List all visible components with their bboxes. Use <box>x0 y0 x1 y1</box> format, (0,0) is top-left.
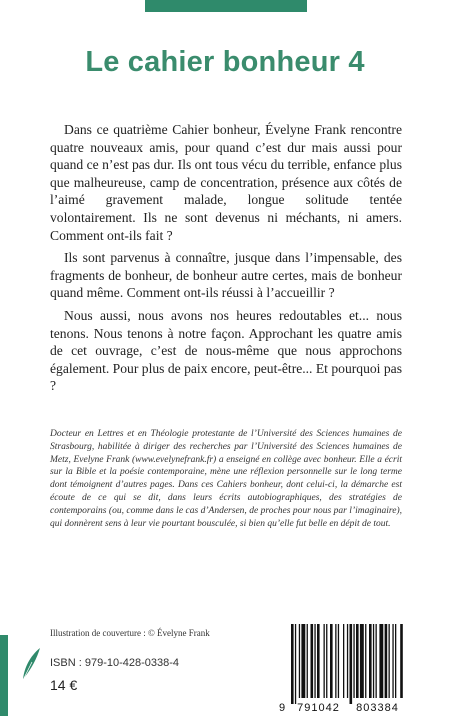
barcode-bar <box>335 624 336 698</box>
barcode-digits <box>279 702 407 714</box>
barcode-bar <box>326 624 327 698</box>
barcode-bar <box>301 624 305 698</box>
barcode-bar <box>307 624 308 698</box>
barcode-bar <box>389 624 390 698</box>
barcode-digit-group-1: 791042 <box>297 702 340 714</box>
barcode-bar <box>360 624 364 698</box>
barcode-bar <box>330 624 333 698</box>
top-accent-bar <box>145 0 307 12</box>
author-bio: Docteur en Lettres et en Théologie protestante de l’Université des Sciences humaines de Strasbourg, habilitée à diriger des recherches par l’Université des Sciences humaines de Metz, Evelyne Frank (www.evelynefrank.fr) a enseigné en collège avec bonheur. Elle a écrit sur la Bible et la poésie contemporaine, mène une réflexion personnelle sur le long terme dont témoignent d’autres pages. Dans ces Cahiers bonheur, dont celui-ci, la démarche est écoute de ce qui se dit, dans leurs écrits autobiographiques, des stratégies de contemporains (ou, comme dans le cas d’Andersen, de proches pour nous par l’imaginaire), qui donnèrent sens à leur vie pourtant bousculée, si bien qu’elle fut belle en dépit de tout. <box>50 429 402 529</box>
barcode-bar <box>369 624 372 698</box>
barcode-bar <box>324 624 325 698</box>
feather-leaf-icon <box>20 646 42 682</box>
barcode-bar <box>291 624 294 704</box>
cover-illustration-credit: Illustration de couverture : © Évelyne Frank <box>50 628 210 638</box>
barcode-bar <box>392 624 393 698</box>
barcode-bar <box>317 624 320 698</box>
book-title: Le cahier bonheur 4 <box>85 46 365 78</box>
back-cover-blurb <box>50 121 402 400</box>
barcode-bar <box>356 624 359 698</box>
barcode-bar <box>400 624 403 698</box>
blurb-paragraph-1: Dans ce quatrième Cahier bonheur, Évelyne Frank rencontre quatre nouveaux amis, pour quand c’est dur mais aussi pour quand ce n’est pas dur. Ils ont tous vécu du terrible, enfance plus que malheureuse, camp de concentration, présence aux côtés de l’aimé gravement malade, longue solitude tentée volontairement. Ils ne sont devenus ni méchants, ni amers. Comment ont-ils fait ? <box>50 122 402 243</box>
barcode-bar <box>338 624 339 698</box>
barcode-bar <box>314 624 315 698</box>
isbn-label: ISBN : 979-10-428-0338-4 <box>50 657 180 669</box>
barcode-digit-first: 9 <box>279 702 286 714</box>
barcode-bar <box>295 624 296 704</box>
barcode-bar <box>353 624 354 698</box>
barcode-bar <box>395 624 396 698</box>
barcode-bar <box>350 624 353 704</box>
barcode-bar <box>376 624 377 698</box>
barcode-bar <box>343 624 344 698</box>
blurb-paragraph-3: Nous aussi, nous avons nos heures redoutables et... nous tenons. Nous tenons à notre façon. Approchant les quatre amis de cet ouvrage, c’est de nous-même que nous approchons également. Pour plus de paix encore, peut-être... Et pourquoi pas ? <box>50 307 402 394</box>
barcode-bar <box>347 624 348 698</box>
barcode-digit-group-2: 803384 <box>356 702 399 714</box>
barcode-bar <box>299 624 300 698</box>
barcode-bar <box>385 624 388 698</box>
barcode-bar <box>379 624 383 698</box>
barcode-bar <box>373 624 374 698</box>
blurb-paragraph-2: Ils sont parvenus à connaître, jusque dans l’impensable, des fragments de bonheur, de bonheur autre certes, mais de bonheur quand même. Comment ont-ils réussi à l’accueillir ? <box>50 250 402 301</box>
barcode-bar <box>311 624 314 698</box>
barcode-bar <box>365 624 366 698</box>
price-label: 14 € <box>50 677 78 693</box>
left-accent-bar <box>0 635 8 716</box>
